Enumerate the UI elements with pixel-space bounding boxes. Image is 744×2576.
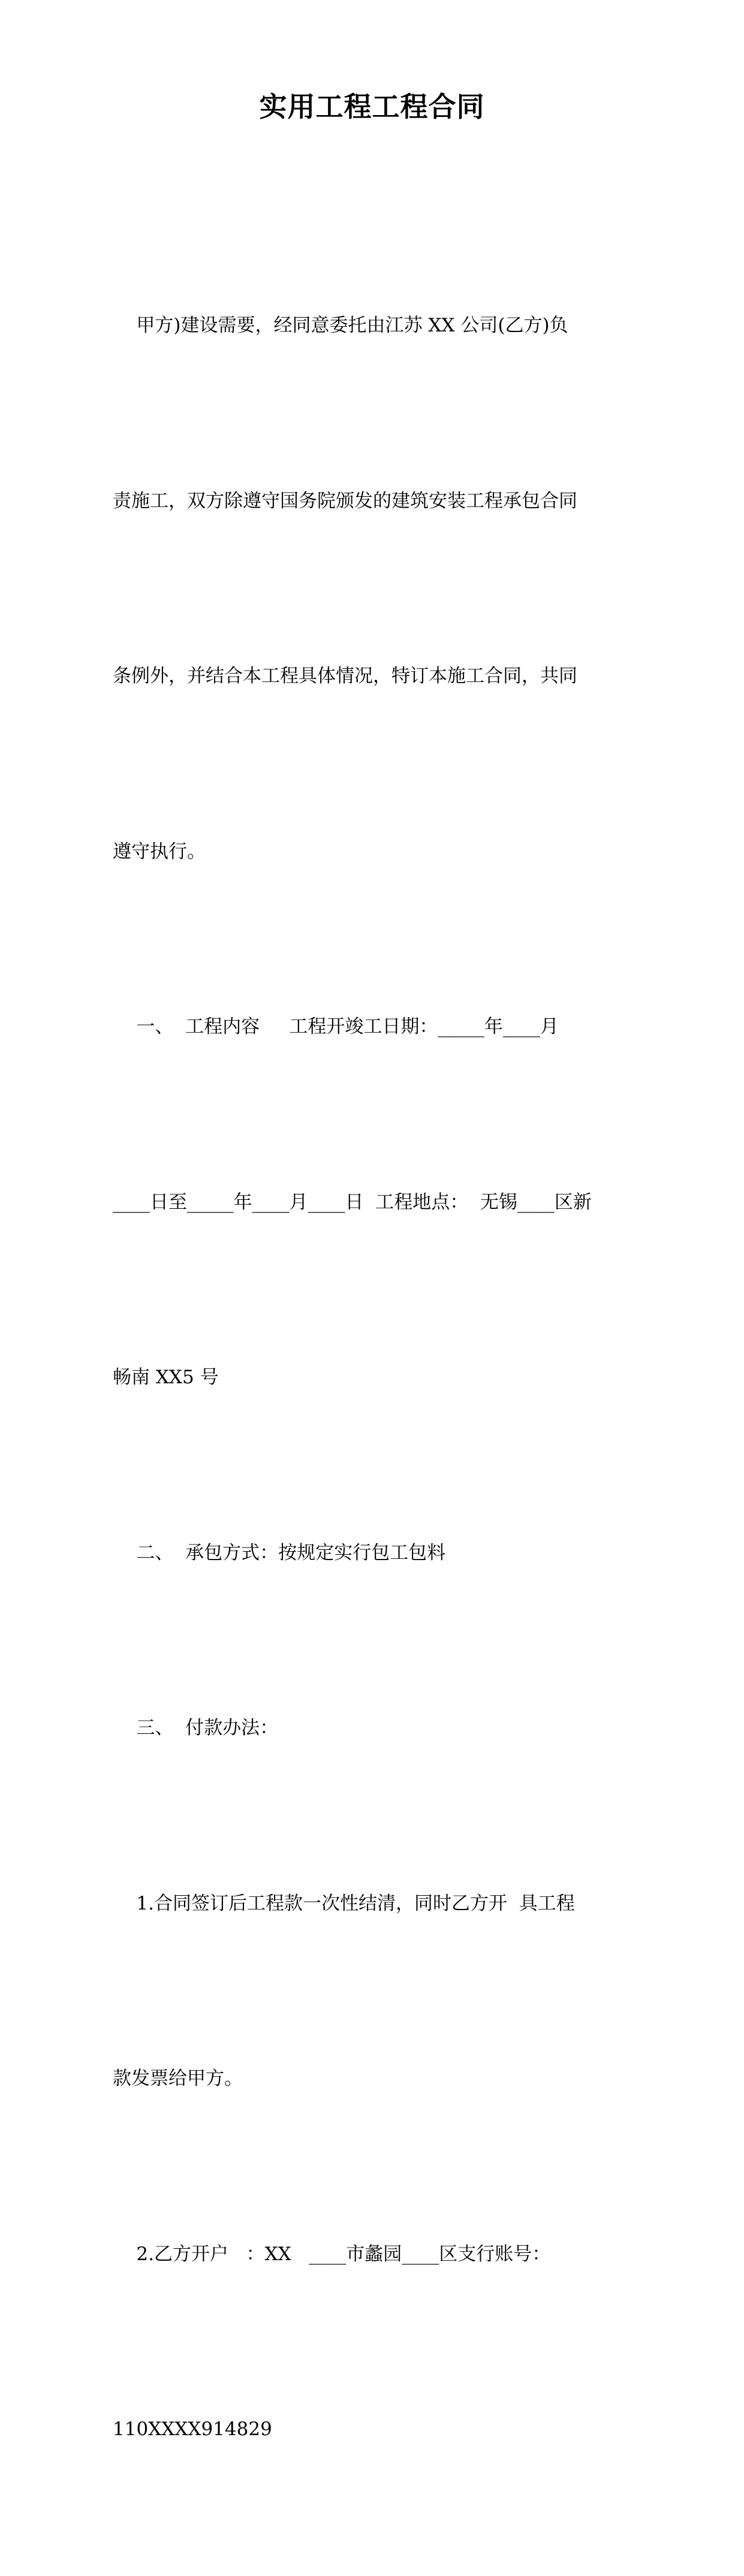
payment-item-1-line: 1.合同签订后工程款一次性结清，同时乙方开 具工程 — [113, 1892, 575, 1914]
section-one-line: 一、 工程内容 工程开竣工日期：_____年____月 — [113, 1016, 559, 1037]
account-number-line: 110XXXX914829 — [113, 2418, 272, 2440]
body-line-4: 遵守执行。 — [113, 840, 206, 862]
document-title: 实用工程工程合同 — [259, 91, 485, 123]
section-one-address-line: 畅南 XX5 号 — [113, 1367, 219, 1388]
section-one-dates-line: ____日至_____年____月____日 工程地点： 无锡____区新 — [113, 1191, 592, 1213]
section-two-line: 二、 承包方式：按规定实行包工包料 — [113, 1542, 446, 1564]
payment-item-1-cont-line: 款发票给甲方。 — [113, 2068, 243, 2089]
payment-item-2-line: 2.乙方开户 ：XX ____市蠡园____区支行账号： — [113, 2243, 551, 2265]
section-three-line: 三、 付款办法： — [113, 1717, 279, 1739]
contract-body — [113, 180, 640, 2576]
body-line-3: 条例外，并结合本工程具体情况，特订本施工合同，共同 — [113, 665, 577, 687]
body-line-1: 甲方)建设需要，经同意委托由江苏 XX 公司(乙方)负 — [113, 315, 568, 336]
body-line-2: 责施工，双方除遵守国务院颁发的建筑安装工程承包合同 — [113, 490, 577, 512]
